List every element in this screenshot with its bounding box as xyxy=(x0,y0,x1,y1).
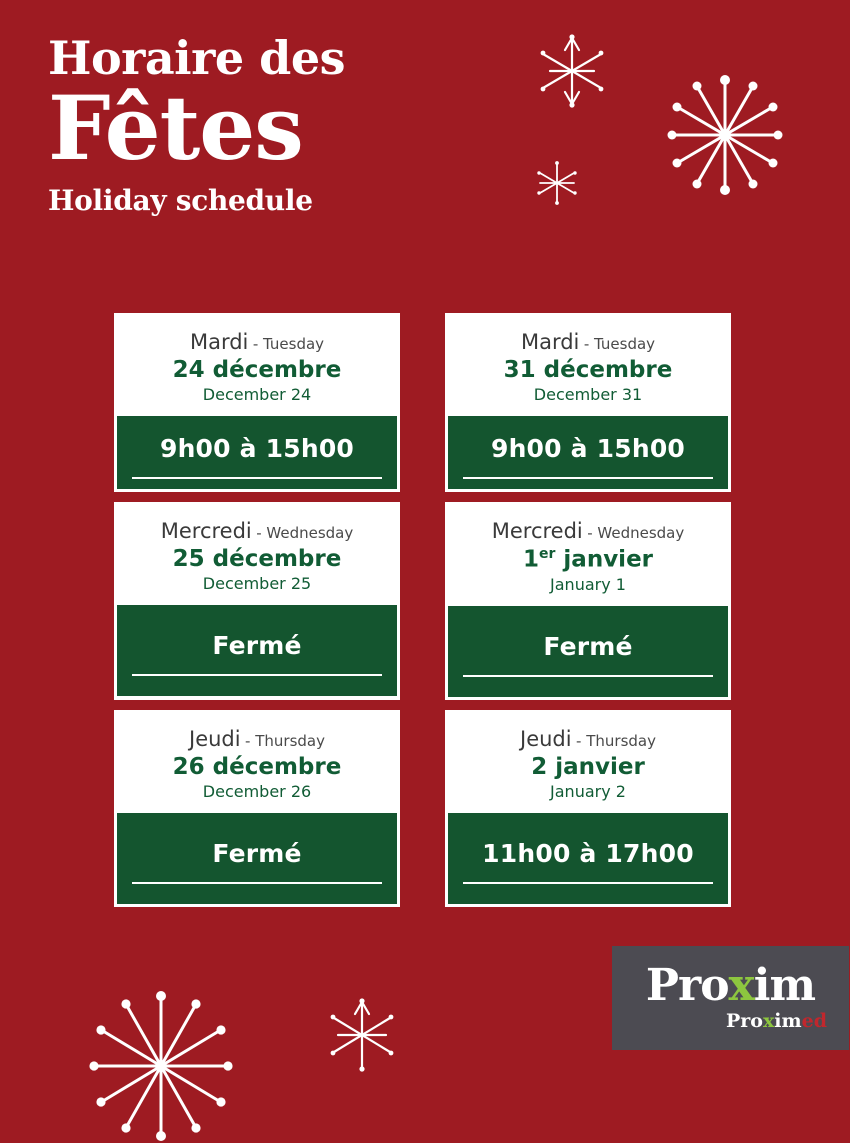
schedule-card-dec-24 xyxy=(114,313,400,492)
day-name-fr: Mardi xyxy=(520,330,580,354)
card-dayline xyxy=(123,330,391,354)
hours-underline xyxy=(463,675,713,677)
logo-x-icon: x xyxy=(728,960,754,1011)
snowflake-top-small-icon xyxy=(535,32,609,110)
schedule-grid xyxy=(114,313,736,917)
day-name-fr: Mardi xyxy=(189,330,249,354)
card-date-header xyxy=(117,505,397,605)
poster-header xyxy=(48,31,346,218)
card-dayline xyxy=(123,519,391,543)
logo-pre: Pro xyxy=(645,960,729,1011)
schedule-row-2 xyxy=(114,502,736,700)
card-date-header xyxy=(117,316,397,416)
day-name-fr: Mercredi xyxy=(491,519,583,543)
hours-underline xyxy=(463,477,713,479)
date-fr-month: janvier xyxy=(555,546,654,573)
schedule-card-dec-25 xyxy=(114,502,400,700)
date-en: December 31 xyxy=(533,385,643,404)
card-dayline xyxy=(454,330,722,354)
hours-underline xyxy=(463,882,713,884)
hours-underline xyxy=(132,477,382,479)
card-hours-block xyxy=(448,416,728,489)
schedule-row-1 xyxy=(114,313,736,492)
schedule-card-jan-1 xyxy=(445,502,731,700)
page-title-line2: Fêtes xyxy=(48,76,303,181)
card-hours-block xyxy=(448,606,728,697)
date-en: January 1 xyxy=(550,574,626,594)
card-dayline xyxy=(454,519,722,543)
day-name-en: - Thursday xyxy=(576,731,656,750)
date-fr xyxy=(454,546,722,573)
schedule-card-dec-31 xyxy=(445,313,731,492)
card-hours-block xyxy=(117,605,397,696)
date-fr: 24 décembre xyxy=(172,357,342,383)
card-dayline xyxy=(123,727,391,751)
day-name-en: - Wednesday xyxy=(256,524,354,542)
date-en: December 26 xyxy=(202,781,312,801)
logo-sub-mid: im xyxy=(774,1010,802,1032)
date-fr: 31 décembre xyxy=(503,357,673,383)
card-date-header xyxy=(448,713,728,813)
day-name-fr: Jeudi xyxy=(189,726,241,751)
date-en: December 24 xyxy=(202,385,312,404)
day-name-fr: Mercredi xyxy=(160,519,252,543)
hours-value: 9h00 à 15h00 xyxy=(159,434,355,463)
date-fr-number: 1 xyxy=(522,546,539,573)
logo-sub-pre: Pro xyxy=(725,1010,763,1032)
hours-underline xyxy=(132,882,382,884)
day-name-en: - Tuesday xyxy=(583,335,656,353)
schedule-row-3 xyxy=(114,710,736,907)
logo-sub-x-icon: x xyxy=(762,1010,775,1032)
day-name-fr: Jeudi xyxy=(520,726,572,751)
card-date-header xyxy=(448,316,728,416)
date-fr: 2 janvier xyxy=(531,753,645,780)
card-hours-block xyxy=(448,813,728,904)
schedule-card-dec-26 xyxy=(114,710,400,907)
day-name-en: - Tuesday xyxy=(252,335,325,353)
card-date-header xyxy=(117,713,397,813)
schedule-card-jan-2 xyxy=(445,710,731,907)
card-hours-block xyxy=(117,813,397,904)
date-en: December 25 xyxy=(202,574,312,593)
date-fr-ordinal: er xyxy=(539,546,556,562)
snowflake-top-tiny-icon xyxy=(534,160,580,206)
hours-underline xyxy=(132,674,382,676)
hours-value: 9h00 à 15h00 xyxy=(490,434,686,463)
date-en: January 2 xyxy=(550,781,626,801)
logo-sub-end: ed xyxy=(801,1010,827,1032)
logo-sub-wordmark xyxy=(726,1010,827,1032)
snowflake-top-large-icon xyxy=(662,72,788,198)
hours-value: Fermé xyxy=(543,631,633,661)
page-subtitle: Holiday schedule xyxy=(48,184,313,218)
page-title-line1: Horaire des xyxy=(48,31,346,85)
logo-post: im xyxy=(753,960,816,1011)
hours-value: Fermé xyxy=(212,631,302,660)
day-name-en: - Thursday xyxy=(245,731,325,750)
snowflake-bottom-small-icon xyxy=(326,997,398,1073)
card-dayline xyxy=(454,727,722,751)
day-name-en: - Wednesday xyxy=(587,524,685,542)
logo-wordmark xyxy=(645,960,816,1011)
hours-value: 11h00 à 17h00 xyxy=(482,838,694,868)
snowflake-bottom-large-icon xyxy=(84,988,239,1143)
date-fr: 26 décembre xyxy=(172,753,342,780)
brand-logo xyxy=(612,946,849,1050)
hours-value: Fermé xyxy=(212,838,302,868)
date-fr: 25 décembre xyxy=(172,546,342,572)
card-hours-block xyxy=(117,416,397,489)
card-date-header xyxy=(448,505,728,606)
